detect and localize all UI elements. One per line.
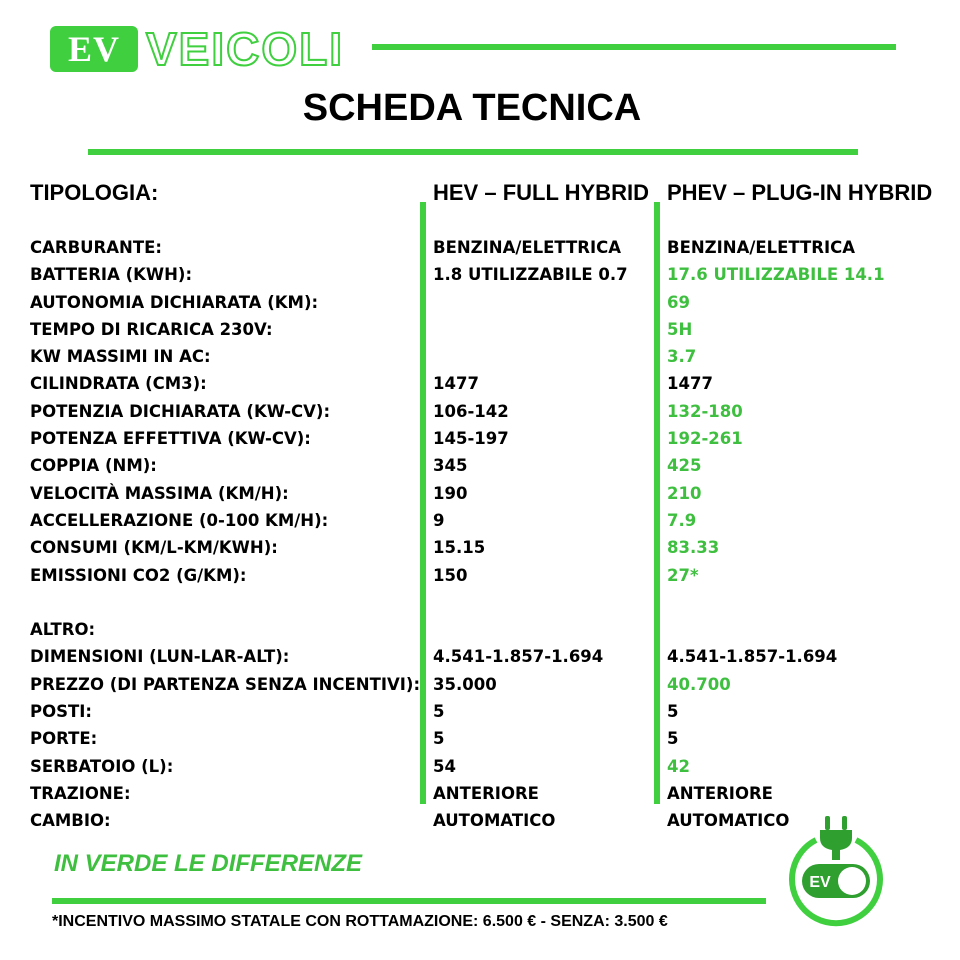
cell-text: 35.000 <box>433 674 497 694</box>
hev-value <box>433 452 628 479</box>
hev-value <box>433 261 628 288</box>
cell-text: ACCELLERAZIONE (0-100 KM/H): <box>30 510 329 530</box>
cell-text: DIMENSIONI (LUN-LAR-ALT): <box>30 647 290 667</box>
phev-value <box>667 698 885 725</box>
phev-value <box>667 425 885 452</box>
phev-value <box>667 643 885 670</box>
plug-body <box>820 830 852 860</box>
cell-text: 150 <box>433 565 468 585</box>
spec-label <box>30 698 420 725</box>
cell-text: ALTRO: <box>30 620 96 640</box>
phev-value <box>667 234 885 261</box>
cell-text: 3.7 <box>667 347 697 367</box>
column-divider-2 <box>654 202 660 804</box>
header-col-hev: HEV – FULL HYBRID <box>433 180 649 205</box>
phev-value <box>667 480 885 507</box>
spec-label <box>30 398 420 425</box>
hev-value <box>433 398 628 425</box>
cell-text: ANTERIORE <box>433 783 539 803</box>
cell-text: 5 <box>433 702 445 722</box>
phev-value <box>667 370 885 397</box>
spec-label <box>30 780 420 807</box>
page-title: SCHEDA TECNICA <box>302 87 642 129</box>
cell-text: 7.9 <box>667 510 697 530</box>
hev-value <box>433 534 628 561</box>
cell-text: 4.541-1.857-1.694 <box>433 647 604 667</box>
hev-value <box>433 643 628 670</box>
spec-label <box>30 807 420 834</box>
spec-label <box>30 480 420 507</box>
phev-value <box>667 589 885 644</box>
spec-label <box>30 562 420 589</box>
spec-label <box>30 534 420 561</box>
header-divider <box>372 44 896 50</box>
hev-value <box>433 807 628 834</box>
cell-text: 54 <box>433 756 456 776</box>
brand-badge-text: EV <box>67 29 120 69</box>
spec-label <box>30 643 420 670</box>
badge-text: EV <box>809 874 831 891</box>
brand-word: VEICOLI <box>146 23 345 75</box>
spec-label <box>30 725 420 752</box>
phev-value <box>667 562 885 589</box>
cell-text: KW MASSIMI IN AC: <box>30 347 211 367</box>
phev-value <box>667 534 885 561</box>
hev-value <box>433 234 628 261</box>
phev-value <box>667 398 885 425</box>
spec-label <box>30 671 420 698</box>
column-divider-1 <box>420 202 426 804</box>
cell-text: CAMBIO: <box>30 811 111 831</box>
spec-label <box>30 425 420 452</box>
cell-text: 1477 <box>667 374 713 394</box>
cell-text: 132-180 <box>667 401 743 421</box>
phev-value <box>667 507 885 534</box>
toggle-knob <box>838 867 866 895</box>
cell-text: TEMPO DI RICARICA 230V: <box>30 319 273 339</box>
spec-label <box>30 507 420 534</box>
hev-value <box>433 562 628 589</box>
spec-label <box>30 589 420 644</box>
cell-text: PREZZO (DI PARTENZA SENZA INCENTIVI): <box>30 674 421 694</box>
hev-value <box>433 671 628 698</box>
ev-plug-toggle-icon <box>782 812 890 928</box>
cell-text: 145-197 <box>433 429 509 449</box>
cell-text: SERBATOIO (L): <box>30 756 174 776</box>
hev-value <box>433 753 628 780</box>
cell-text: 9 <box>433 510 445 530</box>
cell-text: AUTOMATICO <box>433 811 556 831</box>
spec-label <box>30 452 420 479</box>
phev-value <box>667 452 885 479</box>
hev-value <box>433 425 628 452</box>
phev-value <box>667 780 885 807</box>
cell-text: AUTOMATICO <box>667 811 790 831</box>
spec-labels-column <box>30 234 420 835</box>
spec-label <box>30 370 420 397</box>
hev-value <box>433 480 628 507</box>
hev-values-column <box>433 234 628 835</box>
header-col-phev: PHEV – PLUG-IN HYBRID <box>667 180 933 205</box>
brand-badge <box>50 26 138 72</box>
cell-text: CARBURANTE: <box>30 238 162 257</box>
cell-text: AUTONOMIA DICHIARATA (KM): <box>30 292 319 312</box>
cell-text: 83.33 <box>667 538 720 558</box>
cell-text: COPPIA (NM): <box>30 456 157 476</box>
cell-text: CILINDRATA (CM3): <box>30 374 207 394</box>
cell-text: VELOCITÀ MASSIMA (KM/H): <box>30 483 289 503</box>
cell-text: 1477 <box>433 374 479 394</box>
spec-label <box>30 343 420 370</box>
hev-value <box>433 698 628 725</box>
footer-divider <box>52 898 766 904</box>
hev-value <box>433 780 628 807</box>
cell-text: ANTERIORE <box>667 783 773 803</box>
cell-text: 190 <box>433 483 468 503</box>
cell-text: POTENZIA DICHIARATA (KW-CV): <box>30 401 331 421</box>
cell-text: 17.6 UTILIZZABILE 14.1 <box>667 265 885 285</box>
hev-value <box>433 370 628 397</box>
footnote: *INCENTIVO MASSIMO STATALE CON ROTTAMAZIONE: 6.500 € - SENZA: 3.500 € <box>52 913 668 930</box>
phev-value <box>667 343 885 370</box>
header-label: TIPOLOGIA: <box>30 180 159 205</box>
spec-label <box>30 261 420 288</box>
cell-text: 5 <box>667 702 679 722</box>
legend-text: IN VERDE LE DIFFERENZE <box>54 850 363 877</box>
cell-text: 345 <box>433 456 468 476</box>
cell-text: 5H <box>667 319 693 339</box>
cell-text: 210 <box>667 483 702 503</box>
phev-value <box>667 753 885 780</box>
cell-text: BATTERIA (KWH): <box>30 265 193 285</box>
cell-text: 1.8 UTILIZZABILE 0.7 <box>433 265 628 285</box>
plug-prong-right <box>842 816 847 830</box>
cell-text: EMISSIONI CO2 (G/KM): <box>30 565 247 585</box>
hev-value <box>433 343 628 370</box>
hev-value <box>433 725 628 752</box>
cell-text: 106-142 <box>433 401 509 421</box>
phev-values-column <box>667 234 885 835</box>
spec-label <box>30 753 420 780</box>
cell-text: 42 <box>667 756 690 776</box>
phev-value <box>667 289 885 316</box>
cell-text: BENZINA/ELETTRICA <box>433 238 622 257</box>
cell-text: 425 <box>667 456 702 476</box>
cell-text: PORTE: <box>30 729 98 749</box>
cell-text: TRAZIONE: <box>30 783 131 803</box>
cell-text: CONSUMI (KM/L-KM/KWH): <box>30 538 278 558</box>
cell-text: 69 <box>667 292 690 312</box>
cell-text: 192-261 <box>667 429 743 449</box>
cell-text: 5 <box>667 729 679 749</box>
cell-text: 5 <box>433 729 445 749</box>
spec-label <box>30 289 420 316</box>
phev-value <box>667 261 885 288</box>
cell-text: 27* <box>667 565 699 585</box>
hev-value <box>433 316 628 343</box>
phev-value <box>667 725 885 752</box>
cell-text: 15.15 <box>433 538 486 558</box>
spec-label <box>30 234 420 261</box>
phev-value <box>667 316 885 343</box>
cell-text: 40.700 <box>667 674 731 694</box>
plug-prong-left <box>825 816 830 830</box>
title-divider <box>88 149 858 155</box>
hev-value <box>433 589 628 644</box>
spec-label <box>30 316 420 343</box>
cell-text: POTENZA EFFETTIVA (KW-CV): <box>30 429 311 449</box>
hev-value <box>433 507 628 534</box>
hev-value <box>433 289 628 316</box>
cell-text: 4.541-1.857-1.694 <box>667 647 838 667</box>
cell-text: BENZINA/ELETTRICA <box>667 238 856 257</box>
phev-value <box>667 671 885 698</box>
cell-text: POSTI: <box>30 702 92 722</box>
